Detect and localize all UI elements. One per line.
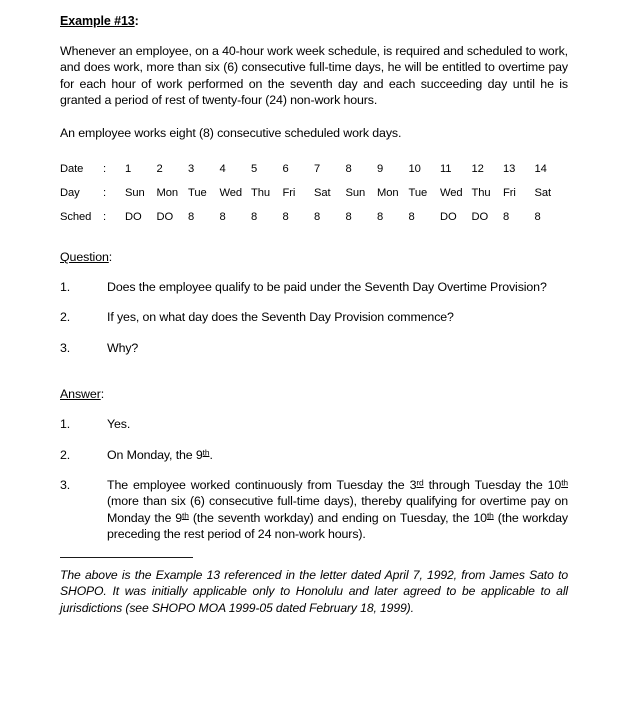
date-cell: 11: [440, 163, 452, 176]
day-cell: Tue: [408, 187, 428, 200]
answer-heading-text: Answer: [60, 387, 101, 402]
sched-cell: DO: [440, 211, 457, 224]
day-cell: Sat: [534, 187, 551, 200]
spacer: [60, 241, 568, 249]
date-cell: 6: [282, 163, 289, 176]
answer-seg-4: (the seventh workday) and ending on Tuesday, the 10: [188, 510, 487, 525]
schedule-table: [60, 157, 566, 229]
date-cell: 9: [377, 163, 384, 176]
question-heading-text: Question: [60, 250, 109, 265]
intro-paragraph: Whenever an employee, on a 40-hour work week schedule, is required and scheduled to work, and does work, more than six (6) consecutive full-time days, he will be entitled to overtime pay for each hour of work performed on the seventh day and each succeeding day until he is granted a period of rest of twenty-four (24) non-work hours.: [60, 44, 568, 108]
date-cell: 3: [188, 163, 195, 176]
sched-cell: 8: [345, 211, 352, 224]
date-cell: 10: [408, 163, 421, 176]
sched-cell: 8: [219, 211, 226, 224]
ordinal-suffix: th: [486, 510, 494, 521]
day-cell: Mon: [377, 187, 399, 200]
question-item-number: 2.: [60, 310, 71, 325]
date-cell: 8: [345, 163, 352, 176]
sched-cell: 8: [314, 211, 321, 224]
answer-item-text-prefix: On Monday, the 9: [107, 447, 203, 462]
question-item-1: [60, 279, 568, 295]
date-cell: 1: [125, 163, 132, 176]
footnote-divider: [60, 557, 193, 558]
sched-cell: 8: [503, 211, 510, 224]
answer-item-2: [60, 447, 568, 463]
day-cell: Thu: [471, 187, 491, 200]
question-heading-suffix: :: [108, 250, 113, 265]
row-label-sched: Sched: [60, 211, 92, 224]
answer-item-number: 1.: [60, 417, 71, 432]
day-cell: Thu: [251, 187, 270, 200]
spacer: [60, 370, 568, 386]
sched-cell: 8: [534, 211, 541, 224]
day-cell: Mon: [156, 187, 178, 200]
question-item-text: Does the employee qualify to be paid under the Seventh Day Overtime Provision?: [107, 280, 547, 295]
scenario-paragraph: An employee works eight (8) consecutive scheduled work days.: [60, 125, 402, 140]
day-cell: Sat: [314, 187, 331, 200]
question-item-text: Why?: [107, 340, 139, 355]
answer-seg-2: through Tuesday the 10: [423, 478, 562, 493]
answer-item-number: 2.: [60, 447, 71, 462]
answer-item-1: [60, 416, 568, 432]
sched-cell: 8: [282, 211, 289, 224]
sched-cell: DO: [125, 211, 142, 224]
row-colon-date: :: [103, 163, 107, 176]
day-cell: Sun: [345, 187, 366, 200]
day-cell: Wed: [219, 187, 243, 200]
day-cell: Fri: [503, 187, 516, 200]
day-cell: Tue: [188, 187, 207, 200]
row-colon-day: :: [103, 187, 107, 200]
question-item-text: If yes, on what day does the Seventh Day Provision commence?: [107, 310, 454, 325]
date-cell: 7: [314, 163, 321, 176]
question-item-number: 1.: [60, 280, 71, 295]
page-title-suffix: :: [134, 14, 139, 28]
answer-heading-suffix: :: [100, 387, 105, 402]
answer-seg-1: The employee worked continuously from Tuesday the 3: [107, 478, 417, 493]
question-item-number: 3.: [60, 340, 71, 355]
ordinal-suffix: th: [202, 447, 210, 458]
ordinal-suffix: th: [182, 510, 189, 521]
sched-cell: 8: [188, 211, 195, 224]
sched-cell: 8: [251, 211, 258, 224]
row-colon-sched: :: [103, 211, 107, 224]
date-cell: 2: [156, 163, 163, 176]
answer-seg-5: (the workday preceding the rest period of 24 non-work hours).: [107, 510, 568, 542]
sched-cell: DO: [156, 211, 174, 224]
sched-cell: DO: [471, 211, 489, 224]
answer-heading: [60, 386, 568, 402]
answer-item-number: 3.: [60, 478, 71, 493]
day-cell: Sun: [125, 187, 145, 200]
sched-cell: 8: [377, 211, 384, 224]
row-label-date: Date: [60, 163, 84, 176]
answer-item-text: Yes.: [107, 417, 131, 432]
row-label-day: Day: [60, 187, 80, 200]
day-cell: Fri: [282, 187, 296, 200]
answer-item-3: [60, 477, 568, 543]
question-item-2: [60, 309, 568, 325]
question-heading: [60, 249, 568, 265]
table-row-day: [60, 181, 566, 205]
ordinal-suffix: th: [561, 477, 568, 488]
date-cell: 4: [219, 163, 226, 176]
date-cell: 13: [503, 163, 516, 176]
table-row-sched: [60, 205, 566, 229]
ordinal-suffix: rd: [416, 477, 424, 488]
sched-cell: 8: [408, 211, 415, 224]
answer-seg-3: (more than six (6) consecutive full-time days), thereby qualifying for overtime pay on Monday the 9: [107, 494, 568, 525]
table-row-date: [60, 157, 566, 181]
page-title-underlined: Example #13: [60, 14, 135, 28]
answer-item-text-suffix: .: [209, 447, 213, 462]
date-cell: 12: [471, 163, 484, 176]
date-cell: 14: [534, 163, 547, 176]
date-cell: 5: [251, 163, 258, 176]
page-title: [60, 14, 568, 29]
day-cell: Wed: [440, 187, 463, 200]
footnote-text: The above is the Example 13 referenced in the letter dated April 7, 1992, from James Sato to SHOPO. It was initially applicable only to Honolulu and later agreed to be applicable to all jurisdictions (see SHOPO MOA 1999-05 dated February 18, 1999).: [60, 567, 568, 615]
question-item-3: [60, 340, 568, 356]
